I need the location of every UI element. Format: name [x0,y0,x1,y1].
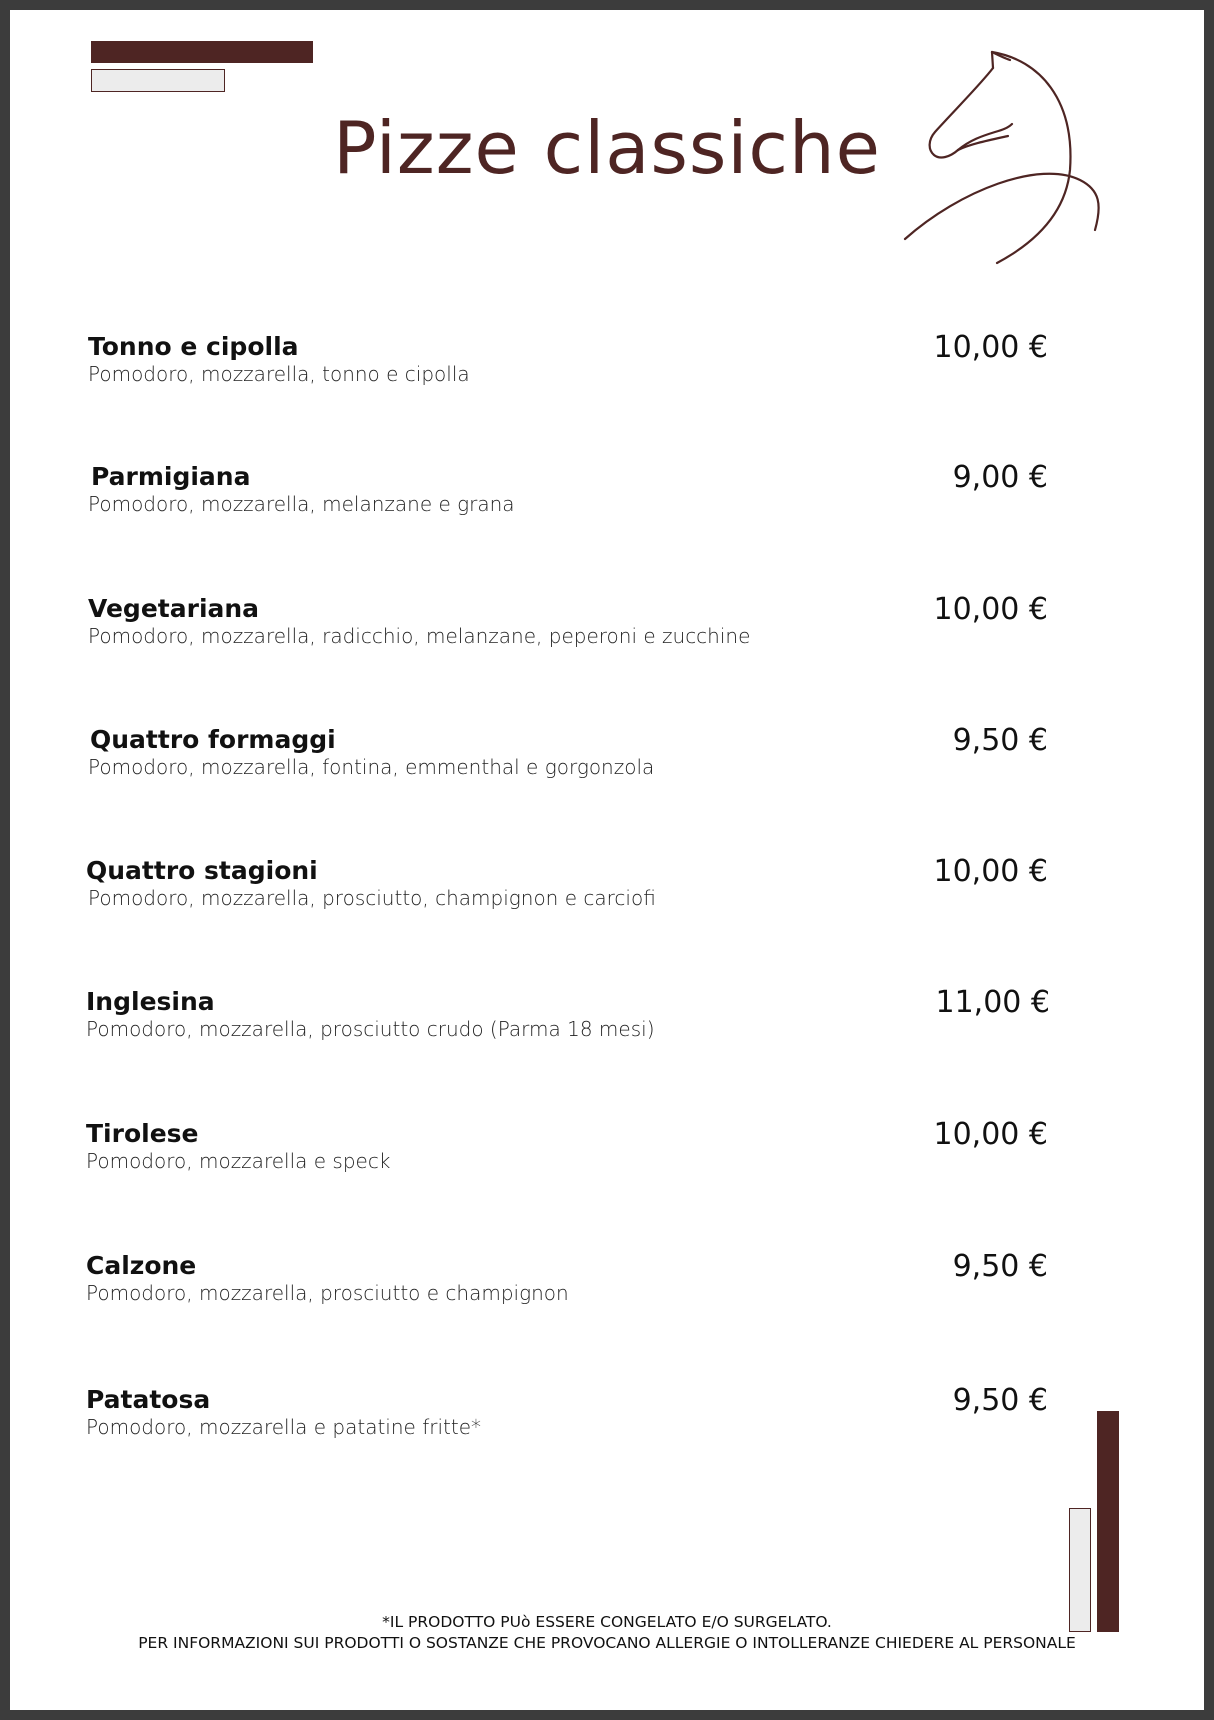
item-price: 10,00 € [933,854,1048,889]
item-name: Calzone [86,1251,197,1280]
menu-item-quattro-formaggi [88,725,1048,805]
item-description: Pomodoro, mozzarella e speck [86,1149,391,1173]
item-name: Inglesina [86,987,215,1016]
allergen-notice [10,1612,1204,1654]
menu-item-tonno-e-cipolla [88,332,1048,412]
menu-item-inglesina [88,987,1048,1067]
item-name: Quattro formaggi [90,725,336,754]
item-description: Pomodoro, mozzarella, prosciutto, champignon e carciofi [88,886,656,910]
top-decor-bar-light [91,69,225,92]
horse-head-icon [890,40,1135,270]
top-decor-bar-dark [91,41,313,63]
item-price: 10,00 € [933,330,1048,365]
item-name: Tonno e cipolla [88,332,299,361]
item-price: 9,50 € [952,723,1048,758]
item-name: Parmigiana [91,462,251,491]
footer-line-allergies: PER INFORMAZIONI SUI PRODOTTI O SOSTANZE CHE PROVOCANO ALLERGIE O INTOLLERANZE CHIEDERE AL PERSONALE [138,1634,1076,1652]
item-description: Pomodoro, mozzarella, radicchio, melanzane, peperoni e zucchine [88,624,751,648]
menu-item-calzone [88,1251,1048,1331]
menu-title: Pizze classiche [333,106,881,190]
item-description: Pomodoro, mozzarella, melanzane e grana [88,492,515,516]
item-price: 9,50 € [952,1249,1048,1284]
menu-item-vegetariana [88,594,1048,674]
menu-item-quattro-stagioni [88,856,1048,936]
item-price: 10,00 € [933,592,1048,627]
footer-line-frozen: *IL PRODOTTO PUò ESSERE CONGELATO E/O SURGELATO. [382,1613,832,1631]
menu-item-tirolese [88,1119,1048,1199]
item-name: Vegetariana [88,594,260,623]
item-description: Pomodoro, mozzarella, prosciutto crudo (Parma 18 mesi) [86,1017,655,1041]
item-price: 10,00 € [933,1117,1048,1152]
bottom-decor-bar-dark [1097,1411,1119,1632]
menu-item-patatosa [88,1385,1048,1465]
item-name: Patatosa [86,1385,211,1414]
item-description: Pomodoro, mozzarella, prosciutto e champignon [86,1281,569,1305]
item-name: Quattro stagioni [86,856,318,885]
item-price: 9,50 € [952,1383,1048,1418]
item-description: Pomodoro, mozzarella, tonno e cipolla [88,362,470,386]
menu-page [10,10,1204,1710]
menu-item-parmigiana [88,462,1048,542]
item-name: Tirolese [86,1119,199,1148]
item-description: Pomodoro, mozzarella e patatine fritte* [86,1415,482,1439]
item-price: 11,00 € [935,985,1050,1020]
item-description: Pomodoro, mozzarella, fontina, emmenthal e gorgonzola [88,755,655,779]
item-price: 9,00 € [952,460,1048,495]
